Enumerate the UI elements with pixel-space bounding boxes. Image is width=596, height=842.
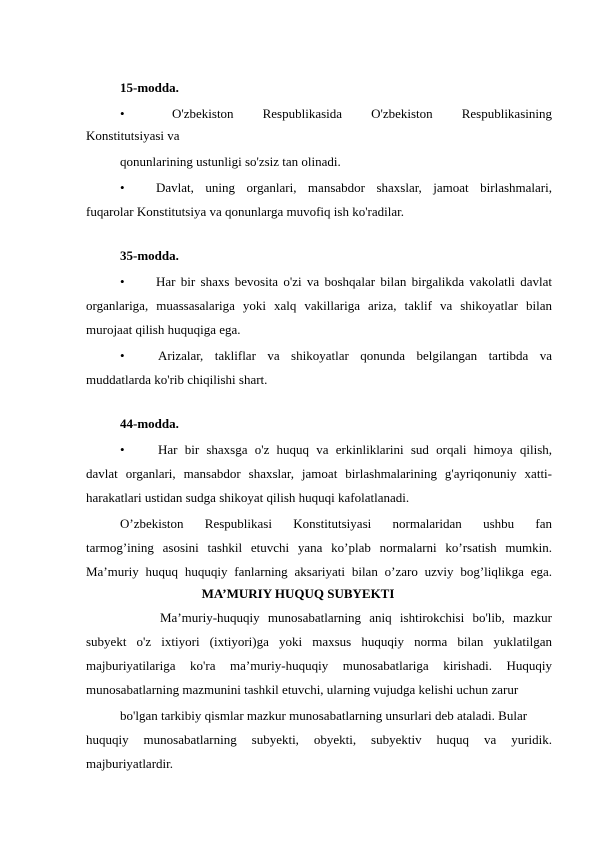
paragraph-1-line-3: Ma’muriy huquq huquqiy fanlarning aksariyati bilan o’zaro uzviy bog’liqlikga ega.	[86, 564, 552, 579]
article-35-line-1: Har bir shaxs bevosita o'zi va boshqalar bilan birgalikda vakolatli davlat	[156, 274, 552, 289]
article-15-heading: 15-modda.	[120, 80, 179, 95]
article-35-line-4: Arizalar, takliflar va shikoyatlar qonunda belgilangan tartibda va	[158, 348, 552, 363]
article-44-line-3: harakatlari ustidan sudga shikoyat qilish huquqi kafolatlanadi.	[86, 490, 410, 505]
bullet-icon: •	[120, 106, 125, 121]
article-15-line-3: qonunlarining ustunligi so'zsiz tan olinadi.	[120, 154, 341, 169]
article-15-line-5: fuqarolar Konstitutsiya va qonunlarga muvofiq ish ko'radilar.	[86, 204, 405, 219]
bullet-icon: •	[120, 274, 125, 289]
article-15-line-1: O'zbekiston Respublikasida O'zbekiston Respublikasining	[172, 106, 552, 121]
article-44-line-1: Har bir shaxsga o'z huquq va erkinliklarini sud orqali himoya qilish,	[158, 442, 552, 457]
section-title: MA’MURIY HUQUQ SUBYEKTI	[201, 586, 395, 601]
paragraph-2-line-6: huquqiy munosabatlarning subyekti, obyekti, subyektiv huquq va yuridik.	[86, 732, 552, 747]
bullet-icon: •	[120, 348, 125, 363]
paragraph-1-line-1: O’zbekiston Respublikasi Konstitutsiyasi normalaridan ushbu fan	[120, 516, 552, 531]
bullet-icon: •	[120, 442, 125, 457]
paragraph-2-line-1: Ma’muriy-huquqiy munosabatlarning aniq ishtirokchisi bo'lib, mazkur	[160, 610, 552, 625]
bullet-icon: •	[120, 180, 125, 195]
article-44-line-2: davlat organlari, mansabdor shaxslar, jamoat birlashmalarining g'ayriqonuniy xatti-	[86, 466, 552, 481]
article-15-line-4: Davlat, uning organlari, mansabdor shaxslar, jamoat birlashmalari,	[156, 180, 552, 195]
paragraph-2-line-4: munosabatlarning mazmunini tashkil etuvchi, ularning vujudga kelishi uchun zarur	[86, 682, 519, 697]
paragraph-2-line-3: majburiyatilariga ko'ra ma’muriy-huquqiy munosabatlariga kirishadi. Huquqiy	[86, 658, 552, 673]
article-35-line-5: muddatlarda ko'rib chiqilishi shart.	[86, 372, 268, 387]
article-35-line-2: organlariga, muassasalariga yoki xalq vakillariga ariza, taklif va shikoyatlar bilan	[86, 298, 552, 313]
article-35-line-3: murojaat qilish huquqiga ega.	[86, 322, 241, 337]
article-15-line-2: Konstitutsiyasi va	[86, 128, 180, 143]
article-44-heading: 44-modda.	[120, 416, 179, 431]
article-35-heading: 35-modda.	[120, 248, 179, 263]
paragraph-2-line-5: bo'lgan tarkibiy qismlar mazkur munosabatlarning unsurlari deb ataladi. Bular	[120, 708, 528, 723]
paragraph-1-line-2: tarmog’ining asosini tashkil etuvchi yana ko’plab normalarni ko’rsatish mumkin.	[86, 540, 552, 555]
paragraph-2-line-7: majburiyatlardir.	[86, 756, 174, 771]
paragraph-2-line-2: subyekt o'z ixtiyori (ixtiyori)ga yoki maxsus huquqiy norma bilan yuklatilgan	[86, 634, 552, 649]
